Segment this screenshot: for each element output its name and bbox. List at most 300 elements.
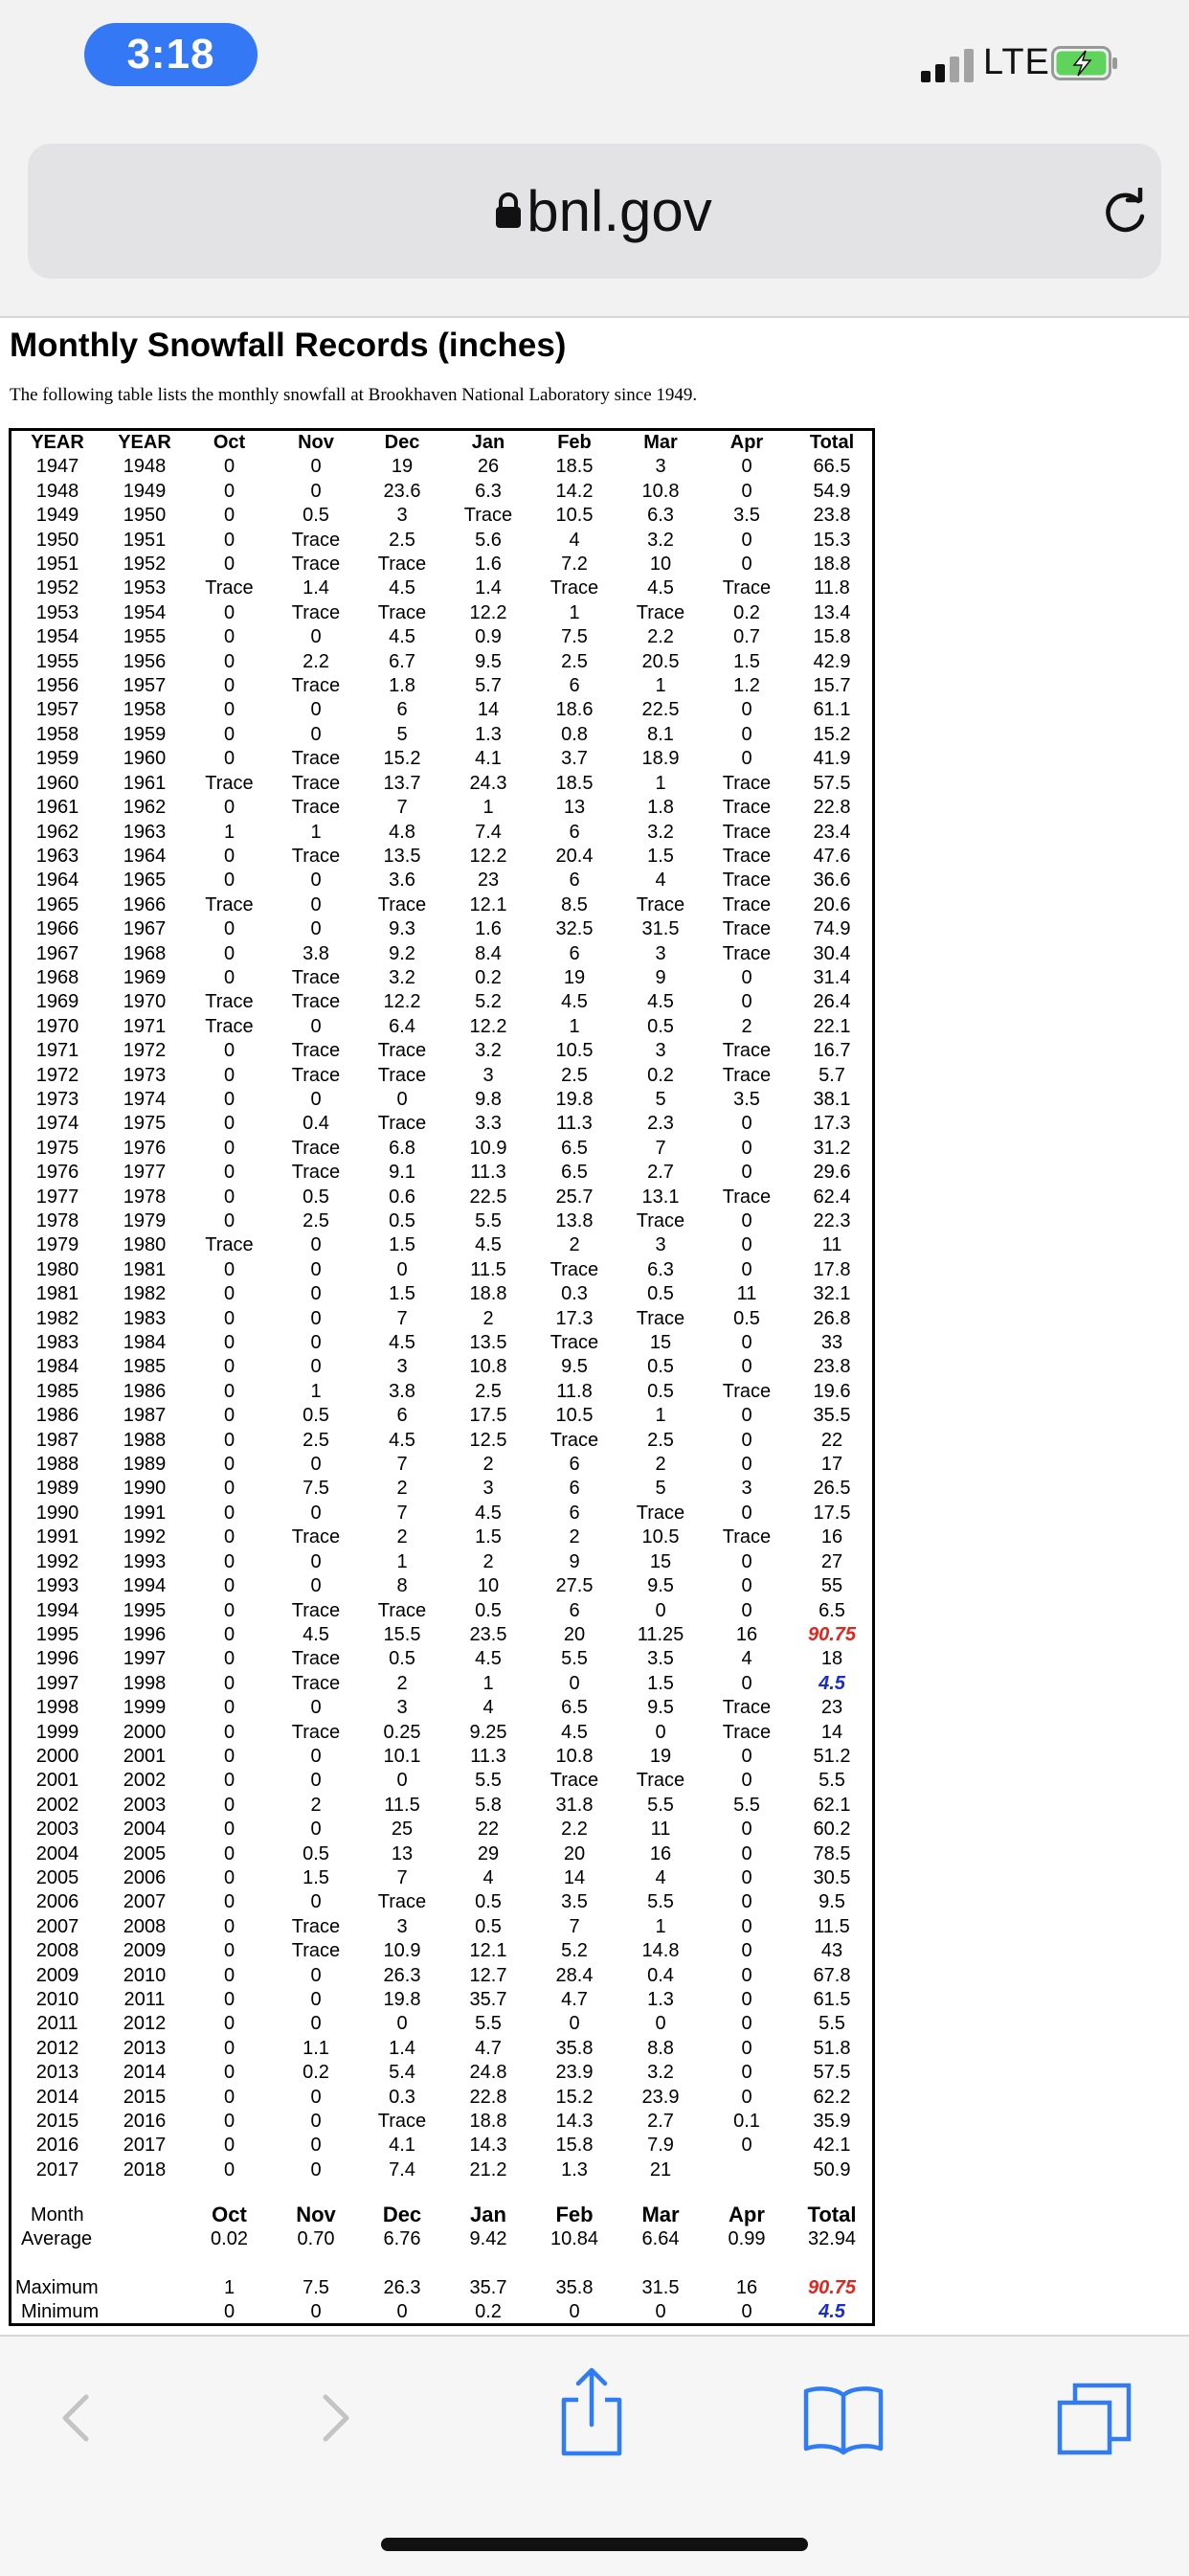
summary-header-cell: Feb	[555, 2203, 594, 2226]
total-cell: 61.5	[813, 1989, 851, 2010]
cellular-signal-icon	[921, 48, 976, 82]
table-cell: 0	[310, 1697, 322, 1719]
table-cell: 0	[310, 1283, 322, 1305]
table-row	[11, 601, 874, 625]
table-cell: 2002	[35, 1794, 79, 1816]
table-cell: 0	[223, 1454, 236, 1476]
table-cell: 0	[223, 1550, 236, 1572]
table-cell: 6	[569, 1599, 580, 1621]
table-row	[11, 1672, 874, 1696]
column-header: YEAR	[118, 432, 171, 453]
table-cell: 13.1	[641, 1186, 680, 1208]
table-cell: 4	[482, 1697, 494, 1719]
table-cell: 0	[310, 2111, 322, 2133]
table-cell: 1962	[35, 821, 79, 843]
table-cell: 1965	[123, 870, 167, 892]
table-cell: 1998	[35, 1697, 79, 1719]
table-cell: 0	[223, 1672, 236, 1694]
tabs-icon[interactable]	[1056, 2380, 1133, 2456]
table-cell: 1996	[35, 1648, 79, 1670]
table-cell: 0	[310, 2135, 322, 2157]
table-row	[11, 1502, 874, 1525]
table-cell: 0	[741, 480, 752, 502]
table-cell: 13	[563, 797, 586, 819]
table-row	[11, 2110, 874, 2134]
table-row	[11, 1282, 874, 1306]
table-cell: 0	[569, 1672, 580, 1694]
table-cell: Trace	[291, 991, 341, 1013]
table-cell: 1.8	[389, 675, 415, 697]
maximum-row	[11, 2276, 874, 2300]
total-cell: 15.8	[813, 626, 851, 648]
table-row	[11, 796, 874, 820]
total-cell: 33	[820, 1332, 843, 1354]
table-cell: 0	[741, 991, 752, 1013]
table-cell: 0	[223, 1258, 236, 1280]
table-cell: 11	[650, 1819, 671, 1841]
table-cell: 0	[741, 1842, 752, 1864]
total-cell: 31.2	[813, 1137, 851, 1159]
table-cell: 0	[310, 1015, 322, 1037]
table-cell: 6	[396, 1405, 408, 1427]
summary-header-cell: Mar	[641, 2203, 680, 2226]
total-cell: 36.6	[813, 870, 851, 892]
table-cell: 1.3	[561, 2158, 588, 2181]
table-cell: 0	[310, 1770, 322, 1792]
maximum-cell: 7.5	[303, 2277, 329, 2298]
status-bar	[0, 0, 1189, 132]
table-cell: 0.5	[475, 1915, 502, 1937]
summary-blank	[103, 2227, 186, 2251]
reload-icon[interactable]	[1100, 188, 1150, 237]
table-cell: 9.2	[389, 942, 415, 964]
table-cell: 1984	[123, 1332, 167, 1354]
table-cell: 0	[396, 1258, 408, 1280]
summary-header-row	[11, 2203, 874, 2227]
table-cell: 1960	[35, 772, 79, 794]
total-cell: 47.6	[813, 845, 851, 867]
table-cell: 7	[396, 1502, 408, 1524]
total-cell: 50.9	[813, 2158, 851, 2181]
table-body	[11, 455, 874, 2182]
table-cell: Trace	[291, 1672, 341, 1694]
table-row	[11, 1453, 874, 1477]
summary-header-cell: Oct	[212, 2203, 247, 2226]
table-cell: 0	[310, 2013, 322, 2035]
table-cell: 1960	[123, 748, 167, 770]
table-cell: 2013	[35, 2062, 79, 2084]
table-row	[11, 576, 874, 600]
table-cell: 0	[310, 2086, 322, 2108]
table-cell: 29	[477, 1842, 500, 1864]
home-indicator	[381, 2538, 808, 2551]
table-cell: 1971	[123, 1015, 167, 1037]
total-cell: 54.9	[813, 480, 851, 502]
table-cell: 6	[396, 699, 408, 721]
table-cell: 2	[482, 1550, 494, 1572]
summary-header-cell: Nov	[296, 2203, 336, 2226]
table-cell: 10	[477, 1575, 500, 1597]
table-cell: 1958	[123, 699, 167, 721]
table-cell: 6	[569, 870, 580, 892]
table-cell: 1	[569, 1015, 580, 1037]
table-cell: Trace	[291, 966, 341, 988]
table-row	[11, 1380, 874, 1404]
table-cell: 7.9	[647, 2135, 674, 2157]
table-cell: Trace	[550, 577, 599, 599]
table-cell: 2.5	[561, 650, 588, 672]
table-cell: 0	[223, 1502, 236, 1524]
table-row	[11, 553, 874, 576]
book-icon[interactable]	[802, 2380, 885, 2456]
total-cell: 35.5	[813, 1405, 851, 1427]
table-row	[11, 1842, 874, 1866]
table-cell: 0	[310, 918, 322, 940]
table-cell: 3	[655, 1234, 666, 1256]
table-cell: 1953	[123, 577, 167, 599]
table-cell: 6.5	[561, 1137, 588, 1159]
table-cell: 0	[741, 1575, 752, 1597]
table-cell: 3	[482, 1064, 494, 1086]
table-cell: 0	[223, 2037, 236, 2059]
table-cell: 2010	[35, 1989, 79, 2010]
table-cell: 6.5	[561, 1162, 588, 1184]
table-cell: 2017	[123, 2135, 167, 2157]
table-cell: 7	[396, 1454, 408, 1476]
table-cell: 1949	[123, 480, 167, 502]
table-cell: 0.5	[647, 1356, 674, 1378]
chevron-right-icon[interactable]	[293, 2380, 379, 2456]
chevron-left-icon[interactable]	[33, 2380, 119, 2456]
table-cell: 2	[396, 1672, 408, 1694]
average-cell: 10.84	[550, 2228, 599, 2249]
table-cell: 1973	[35, 1088, 79, 1110]
table-cell: 0	[310, 1356, 322, 1378]
table-row	[11, 990, 874, 1014]
table-cell: 0	[310, 1502, 322, 1524]
table-cell: 4	[655, 870, 666, 892]
table-cell: 0	[223, 650, 236, 672]
table-cell: 1986	[35, 1405, 79, 1427]
total-cell: 62.4	[813, 1186, 851, 1208]
table-row	[11, 1186, 874, 1209]
table-cell: Trace	[291, 554, 341, 576]
table-cell: Trace	[205, 1234, 254, 1256]
table-cell: 7	[396, 1307, 408, 1329]
table-cell: 2005	[35, 1866, 79, 1888]
table-cell: 1996	[123, 1623, 167, 1645]
table-cell: 0.8	[561, 723, 588, 745]
table-cell: 2.5	[561, 1064, 588, 1086]
table-cell: 1	[310, 1380, 322, 1402]
url-text[interactable]	[28, 144, 1161, 279]
table-cell: 2012	[35, 2037, 79, 2059]
table-cell: 5.2	[475, 991, 502, 1013]
table-cell: Trace	[550, 1429, 599, 1451]
table-cell: 1976	[123, 1137, 167, 1159]
table-cell: 12.7	[469, 1964, 507, 1986]
table-cell: 1953	[35, 601, 79, 623]
table-cell: 5.2	[561, 1940, 588, 1962]
table-cell: 9	[569, 1550, 580, 1572]
table-cell: 8	[396, 1575, 408, 1597]
maximum-cell: 35.7	[469, 2277, 507, 2298]
table-cell: 10.1	[383, 1745, 421, 1767]
total-cell: 6.5	[819, 1599, 845, 1621]
table-cell: 1977	[35, 1186, 79, 1208]
table-cell: Trace	[722, 577, 772, 599]
total-cell: 18	[820, 1648, 843, 1670]
minimum-cell: 0	[310, 2301, 322, 2322]
table-row	[11, 698, 874, 722]
maximum-cell: 1	[223, 2277, 236, 2298]
table-cell: 6	[569, 1478, 580, 1500]
table-cell: Trace	[722, 1380, 772, 1402]
total-cell: 32.1	[813, 1283, 851, 1305]
table-cell: 2.5	[303, 1429, 329, 1451]
table-cell: Trace	[636, 1770, 685, 1792]
table-cell: 4	[741, 1648, 752, 1670]
table-cell: 2008	[35, 1940, 79, 1962]
table-cell: 6.3	[647, 1258, 674, 1280]
table-cell: 20.5	[641, 650, 680, 672]
table-cell: Trace	[291, 845, 341, 867]
table-cell: 0.5	[389, 1210, 415, 1232]
table-cell: 1993	[35, 1575, 79, 1597]
table-cell: 0	[223, 1819, 236, 1841]
table-cell: 1975	[123, 1113, 167, 1135]
total-cell: 17.8	[813, 1258, 851, 1280]
table-cell: 0	[741, 1989, 752, 2010]
table-cell: 0	[310, 1745, 322, 1767]
average-cell: 0.02	[211, 2228, 248, 2249]
summary-table	[11, 2203, 874, 2324]
table-cell: 0	[310, 1891, 322, 1913]
table-row	[11, 1307, 874, 1331]
table-cell: 0	[741, 1113, 752, 1135]
table-cell: 0	[655, 2013, 666, 2035]
table-cell: Trace	[463, 505, 513, 527]
table-cell: Trace	[291, 1721, 341, 1743]
table-cell: 14	[563, 1866, 586, 1888]
table-cell: 0	[741, 456, 752, 478]
table-cell: 1978	[123, 1186, 167, 1208]
table-cell: 0	[310, 870, 322, 892]
summary-header-cell: Total	[807, 2203, 857, 2226]
total-cell: 60.2	[813, 1819, 851, 1841]
table-cell: 6	[569, 1454, 580, 1476]
table-cell: 3.3	[475, 1113, 502, 1135]
table-cell: 3.5	[733, 1088, 760, 1110]
total-cell: 74.9	[813, 918, 851, 940]
table-cell: 2013	[123, 2037, 167, 2059]
total-cell: 90.75	[807, 1623, 857, 1645]
total-cell: 18.8	[813, 554, 851, 576]
table-cell: 2	[396, 1526, 408, 1548]
table-row	[11, 2134, 874, 2158]
table-cell: 4.5	[389, 1332, 415, 1354]
table-cell: 0	[741, 1137, 752, 1159]
table-row	[11, 1161, 874, 1185]
table-cell: 1.3	[475, 723, 502, 745]
table-cell: 0.4	[303, 1113, 329, 1135]
table-cell: 0	[741, 1745, 752, 1767]
table-cell: 1972	[35, 1064, 79, 1086]
table-cell: 9.5	[561, 1356, 588, 1378]
table-cell: 0.5	[647, 1015, 674, 1037]
table-cell: 15	[649, 1550, 672, 1572]
table-cell: 0	[655, 1599, 666, 1621]
table-cell: 0	[223, 1770, 236, 1792]
battery-charging-icon	[1051, 46, 1118, 80]
table-cell: 1949	[35, 505, 79, 527]
table-cell: 11.3	[470, 1162, 506, 1184]
table-cell: 1999	[35, 1721, 79, 1743]
table-row	[11, 1988, 874, 2012]
table-cell: 19	[563, 966, 586, 988]
total-cell: 11.5	[814, 1915, 850, 1937]
table-cell: 4.5	[475, 1502, 502, 1524]
table-cell: 0	[223, 626, 236, 648]
table-cell: 1979	[35, 1234, 79, 1256]
table-cell: 0	[741, 1770, 752, 1792]
table-cell: 1966	[35, 918, 79, 940]
table-cell: 0.5	[303, 505, 329, 527]
table-cell: 9.5	[475, 650, 502, 672]
table-cell: 1947	[35, 456, 79, 478]
table-cell: 2.7	[647, 1162, 674, 1184]
table-cell: 8.8	[647, 2037, 674, 2059]
table-cell: 0	[223, 2013, 236, 2035]
table-cell: 0	[223, 480, 236, 502]
total-cell: 27	[820, 1550, 843, 1572]
table-cell: 4.8	[389, 821, 415, 843]
table-cell: 2001	[123, 1745, 167, 1767]
table-cell: 0	[223, 1575, 236, 1597]
table-cell: 0	[310, 2158, 322, 2181]
table-cell: 4.5	[561, 1721, 588, 1743]
column-header: Feb	[557, 432, 592, 453]
table-cell: 2008	[123, 1915, 167, 1937]
table-cell: 4.5	[647, 577, 674, 599]
table-cell: 0	[741, 748, 752, 770]
table-cell: 7	[396, 797, 408, 819]
total-cell: 16	[820, 1526, 843, 1548]
table-cell: 0	[396, 1770, 408, 1792]
table-row	[11, 966, 874, 990]
total-cell: 51.2	[813, 1745, 851, 1767]
table-cell: 15.2	[383, 748, 421, 770]
total-cell: 55	[820, 1575, 843, 1597]
table-cell: 17.5	[469, 1405, 507, 1427]
table-row	[11, 1794, 874, 1818]
table-cell: 2.2	[647, 626, 674, 648]
table-cell: 2009	[35, 1964, 79, 1986]
table-cell: Trace	[291, 529, 341, 551]
table-cell: 0	[741, 1866, 752, 1888]
table-cell: 1986	[123, 1380, 167, 1402]
table-cell: 2	[310, 1794, 322, 1816]
table-cell: 0	[569, 2013, 580, 2035]
table-cell: Trace	[722, 772, 772, 794]
table-cell: 23	[477, 870, 500, 892]
maximum-cell: 16	[735, 2277, 758, 2298]
table-cell: Trace	[291, 772, 341, 794]
total-cell: 23.8	[813, 1356, 851, 1378]
table-cell: 2003	[35, 1819, 79, 1841]
table-cell: Trace	[722, 1526, 772, 1548]
total-cell: 31.4	[813, 966, 851, 988]
table-cell: Trace	[722, 1186, 772, 1208]
total-cell: 5.7	[819, 1064, 845, 1086]
total-cell: 9.5	[819, 1891, 845, 1913]
table-cell: 2000	[123, 1721, 167, 1743]
table-cell: 0	[223, 1891, 236, 1913]
table-cell: 0	[310, 480, 322, 502]
table-cell: 0.5	[647, 1283, 674, 1305]
table-cell: 0	[223, 1794, 236, 1816]
table-cell: 1	[482, 797, 494, 819]
table-cell: 0.25	[383, 1721, 421, 1743]
column-header: YEAR	[31, 432, 84, 453]
table-cell: 0	[223, 675, 236, 697]
table-row	[11, 504, 874, 528]
table-cell: 2018	[123, 2158, 167, 2181]
table-cell: 1.6	[475, 918, 502, 940]
table-cell: 0	[655, 1721, 666, 1743]
table-cell: Trace	[550, 1332, 599, 1354]
table-cell: 0	[741, 2037, 752, 2059]
table-cell: 19.8	[383, 1989, 421, 2010]
table-cell: 0.4	[647, 1964, 674, 1986]
table-cell: 1975	[35, 1137, 79, 1159]
table-cell: 0	[741, 2013, 752, 2035]
total-cell: 22	[820, 1429, 843, 1451]
table-cell: 9.5	[647, 1697, 674, 1719]
column-header: Apr	[729, 432, 764, 453]
table-cell: 35.8	[555, 2037, 594, 2059]
address-bar[interactable]	[28, 144, 1161, 279]
table-cell: 2000	[35, 1745, 79, 1767]
table-cell: 20.4	[555, 845, 594, 867]
table-row	[11, 1866, 874, 1890]
share-icon[interactable]	[549, 2365, 635, 2461]
table-cell: 19	[649, 1745, 672, 1767]
table-cell: 1989	[35, 1478, 79, 1500]
table-cell: Trace	[377, 1599, 427, 1621]
table-cell: 23.9	[641, 2086, 680, 2108]
table-cell: 7.4	[389, 2158, 415, 2181]
table-cell: 22.5	[469, 1186, 507, 1208]
table-cell: 0.5	[647, 1380, 674, 1402]
total-cell: 11.8	[814, 577, 850, 599]
table-cell: 0	[223, 845, 236, 867]
table-cell: 0.5	[475, 1599, 502, 1621]
table-cell: 4.5	[389, 1429, 415, 1451]
table-row	[11, 1721, 874, 1745]
table-row	[11, 942, 874, 966]
table-cell: 6.3	[647, 505, 674, 527]
table-cell: 3	[741, 1478, 752, 1500]
table-cell: 0.7	[733, 626, 760, 648]
table-cell: 1972	[123, 1040, 167, 1062]
table-row	[11, 1112, 874, 1136]
table-cell: 15.5	[383, 1623, 421, 1645]
table-cell: 0	[223, 1332, 236, 1354]
total-cell: 22.8	[813, 797, 851, 819]
table-cell: 5.5	[733, 1794, 760, 1816]
table-cell: 24.3	[469, 772, 507, 794]
